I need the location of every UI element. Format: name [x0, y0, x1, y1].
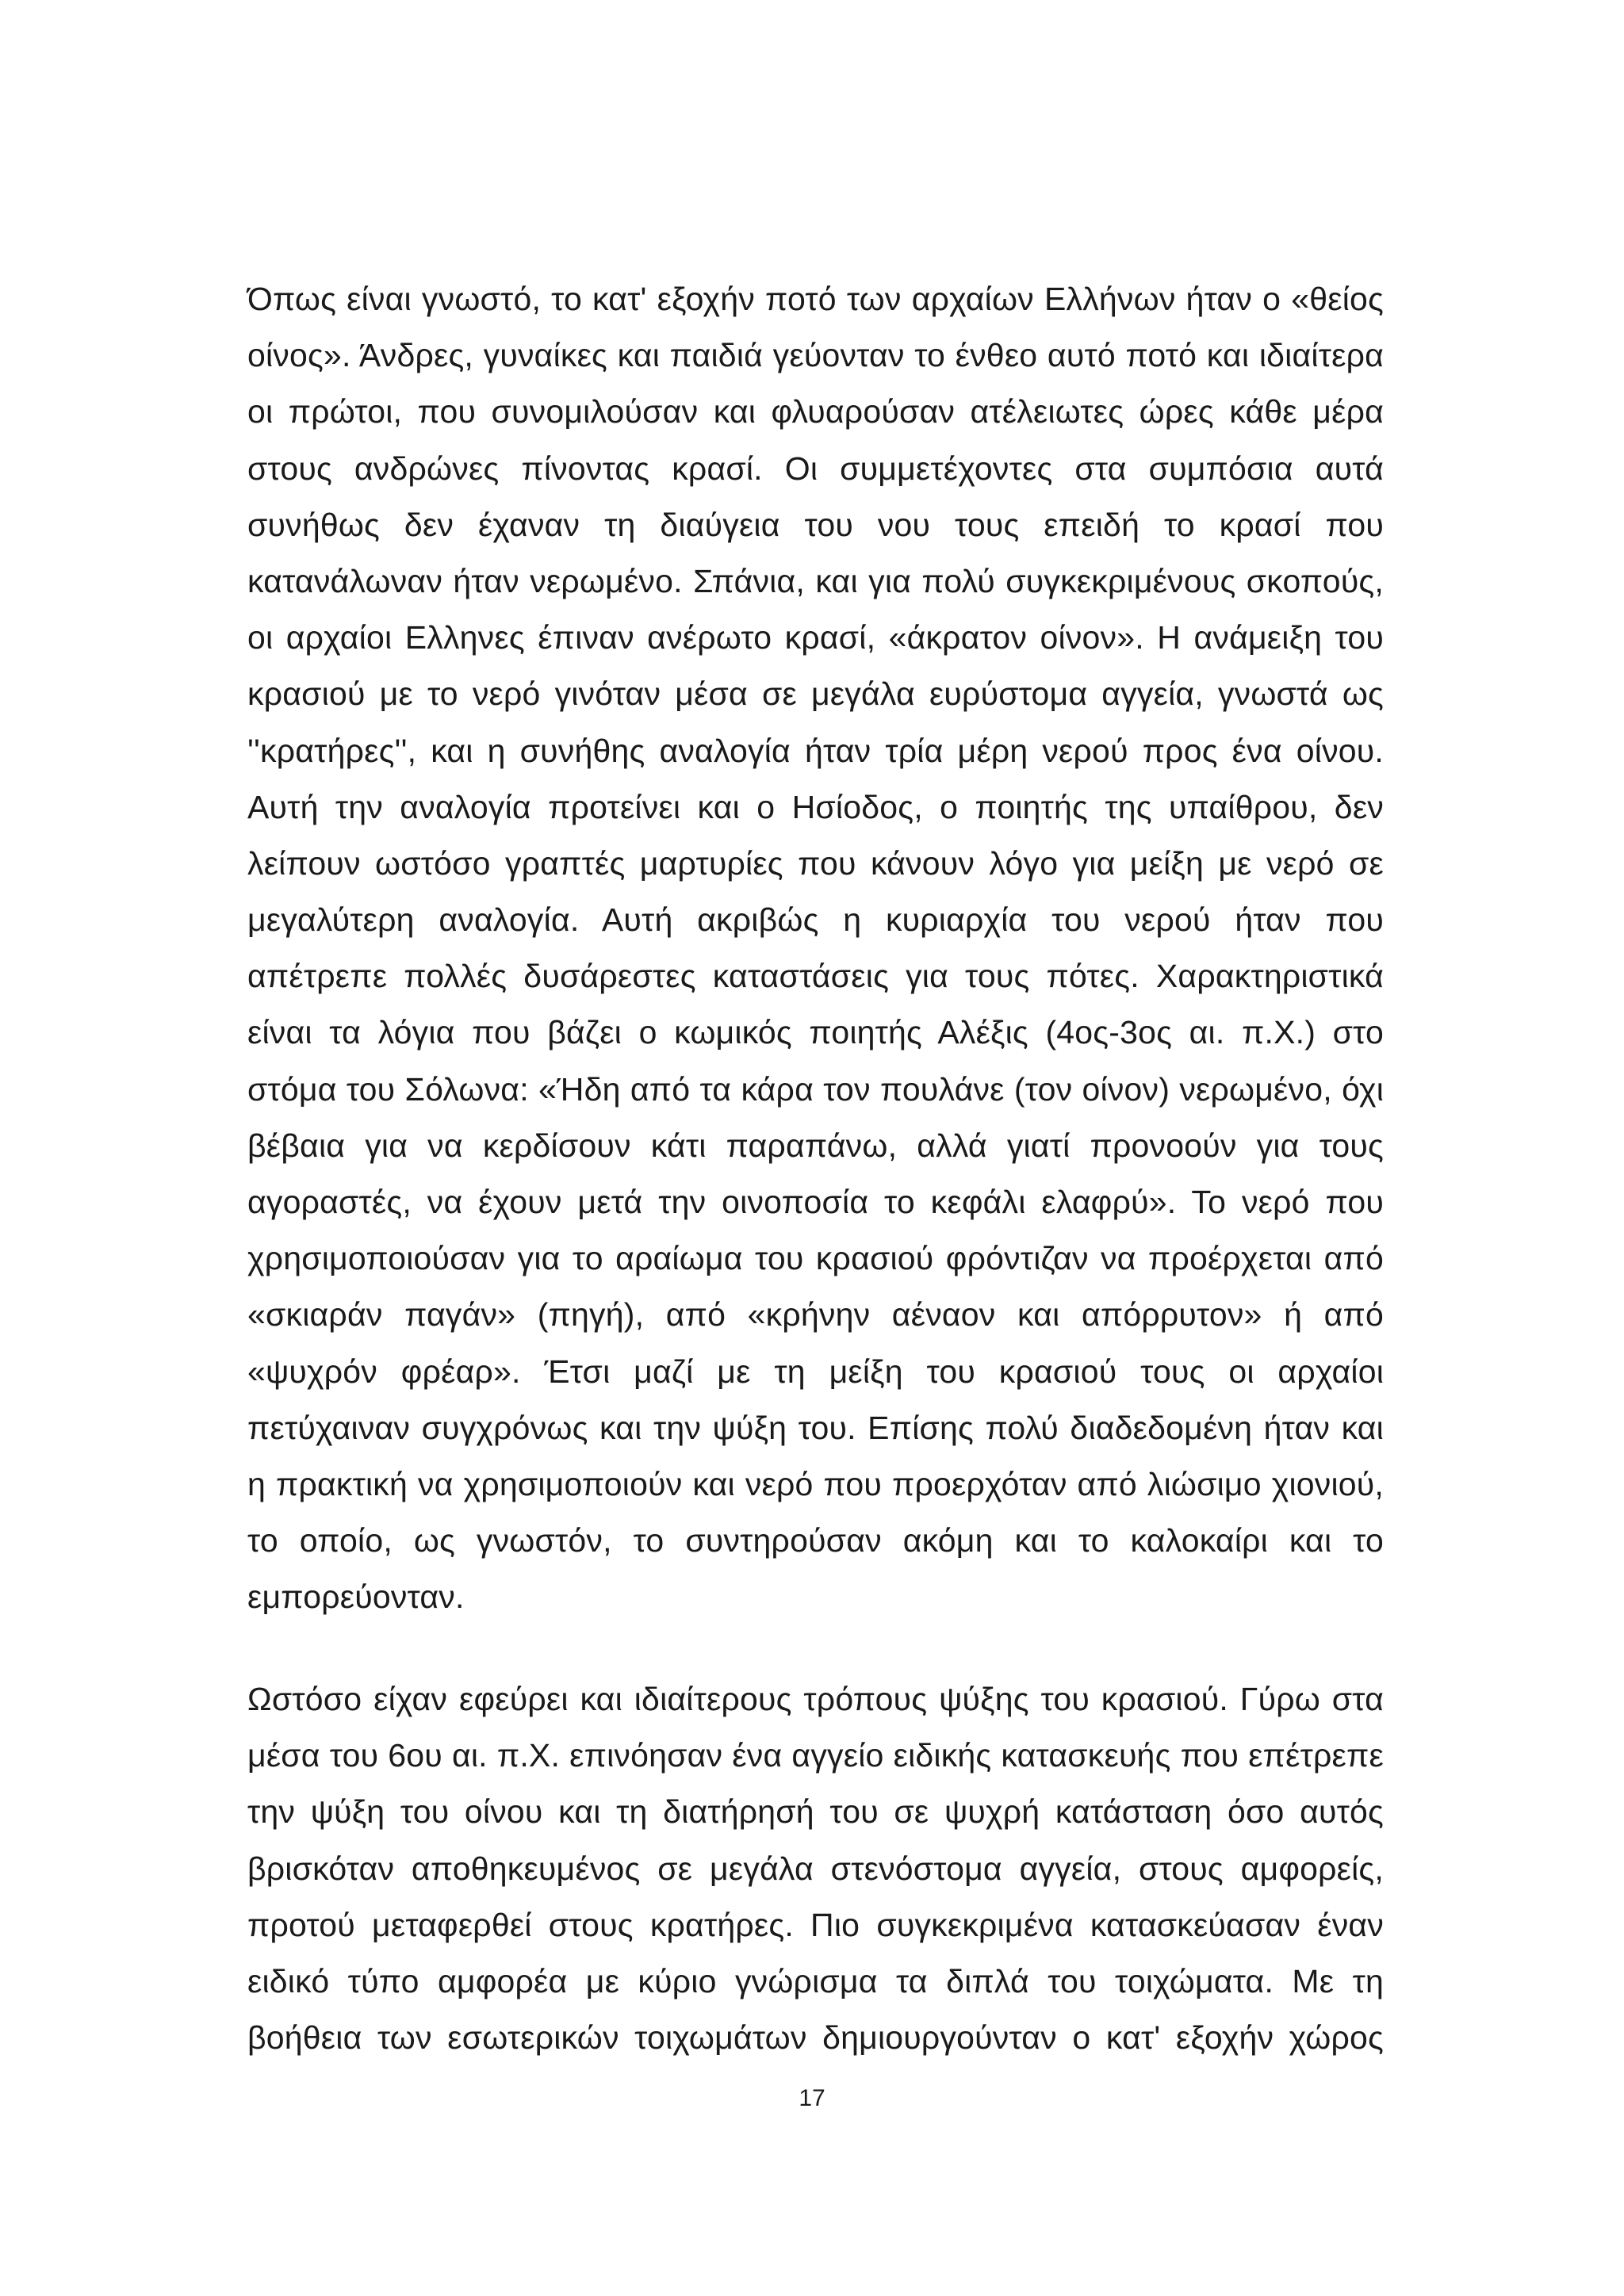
page-number: 17	[799, 2085, 825, 2111]
text-line: «σκιαράν παγάν» (πηγή), από «κρήνην αέναον και απόρρυτον» ή από	[247, 1296, 1384, 1334]
text-line: Αυτή την αναλογία προτείνει και ο Ησίοδος, ο ποιητής της υπαίθρου, δεν	[247, 788, 1384, 825]
paragraph-2	[247, 1671, 1384, 2066]
text-line: μεγαλύτερη αναλογία. Αυτή ακριβώς η κυριαρχία του νερού ήταν που	[247, 901, 1384, 939]
text-line: Ωστόσο είχαν εφεύρει και ιδιαίτερους τρόπους ψύξης του κρασιού. Γύρω στα	[247, 1681, 1384, 1717]
text-line: «ψυχρόν φρέαρ». Έτσι μαζί με τη μείξη του κρασιού τους οι αρχαίοι	[247, 1353, 1384, 1390]
text-line: εμπορεύονταν.	[247, 1578, 465, 1616]
text-line: προτού μεταφερθεί στους κρατήρες. Πιο συγκεκριμένα κατασκεύασαν έναν	[247, 1906, 1384, 1943]
text-line: κατανάλωναν ήταν νερωμένο. Σπάνια, και για πολύ συγκεκριμένους σκοπούς,	[247, 562, 1384, 599]
text-line: οι αρχαίοι Ελληνες έπιναν ανέρωτο κρασί, «άκρατον οίνον». Η ανάμειξη του	[247, 619, 1384, 656]
text-line: στόμα του Σόλωνα: «Ήδη από τα κάρα τον πουλάνε (τον οίνον) νερωμένο, όχι	[247, 1070, 1384, 1108]
text-line: απέτρεπε πολλές δυσάρεστες καταστάσεις για τους πότες. Χαρακτηριστικά	[247, 958, 1384, 995]
text-line: λείπουν ωστόσο γραπτές μαρτυρίες που κάνουν λόγο για μείξη με νερό σε	[247, 844, 1384, 882]
text-line: κρασιού με το νερό γινόταν μέσα σε μεγάλα ευρύστομα αγγεία, γνωστά ως	[247, 675, 1384, 713]
text-line: την ψύξη του οίνου και τη διατήρησή του σε ψυχρή κατάσταση όσο αυτός	[247, 1793, 1384, 1831]
text-line: συνήθως δεν έχαναν τη διαύγεια του νου τους επειδή το κρασί που	[247, 506, 1384, 543]
text-line: βοήθεια των εσωτερικών τοιχωμάτων δημιουργούνταν ο κατ' εξοχήν χώρος	[247, 2019, 1384, 2057]
text-line: το οποίο, ως γνωστόν, το συντηρούσαν ακόμη και το καλοκαίρι και το	[247, 1522, 1384, 1559]
text-line: είναι τα λόγια που βάζει ο κωμικός ποιητής Αλέξις (4ος-3ος αι. π.Χ.) στο	[247, 1014, 1384, 1051]
text-line: η πρακτική να χρησιμοποιούν και νερό που προερχόταν από λιώσιμο χιονιού,	[247, 1465, 1384, 1502]
text-line: Όπως είναι γνωστό, το κατ' εξοχήν ποτό των αρχαίων Ελλήνων ήταν ο «θείος	[247, 281, 1384, 317]
text-line: οι πρώτοι, που συνομιλούσαν και φλυαρούσαν ατέλειωτες ώρες κάθε μέρα	[247, 393, 1384, 430]
text-line: βέβαια για να κερδίσουν κάτι παραπάνω, αλλά γιατί προνοούν για τους	[247, 1127, 1384, 1164]
text-line: ''κρατήρες'', και η συνήθης αναλογία ήταν τρία μέρη νερού προς ένα οίνου.	[247, 732, 1384, 769]
text-line: μέσα του 6ου αι. π.Χ. επινόησαν ένα αγγείο ειδικής κατασκευής που επέτρεπε	[247, 1737, 1384, 1774]
text-line: βρισκόταν αποθηκευμένος σε μεγάλα στενόστομα αγγεία, στους αμφορείς,	[247, 1850, 1384, 1887]
text-line: χρησιμοποιούσαν για το αραίωμα του κρασιού φρόντιζαν να προέρχεται από	[247, 1240, 1384, 1277]
text-line: πετύχαιναν συγχρόνως και την ψύξη του. Επίσης πολύ διαδεδομένη ήταν και	[247, 1409, 1384, 1446]
text-line: οίνος». Άνδρες, γυναίκες και παιδιά γεύονταν το ένθεο αυτό ποτό και ιδιαίτερα	[247, 337, 1384, 374]
text-line: στους ανδρώνες πίνοντας κρασί. Οι συμμετέχοντες στα συμπόσια αυτά	[247, 450, 1384, 487]
text-line: ειδικό τύπο αμφορέα με κύριο γνώρισμα τα διπλά του τοιχώματα. Με τη	[247, 1962, 1384, 1999]
paragraph-1	[247, 271, 1384, 1626]
text-line: αγοραστές, να έχουν μετά την οινοποσία το κεφάλι ελαφρύ». Το νερό που	[247, 1184, 1384, 1220]
